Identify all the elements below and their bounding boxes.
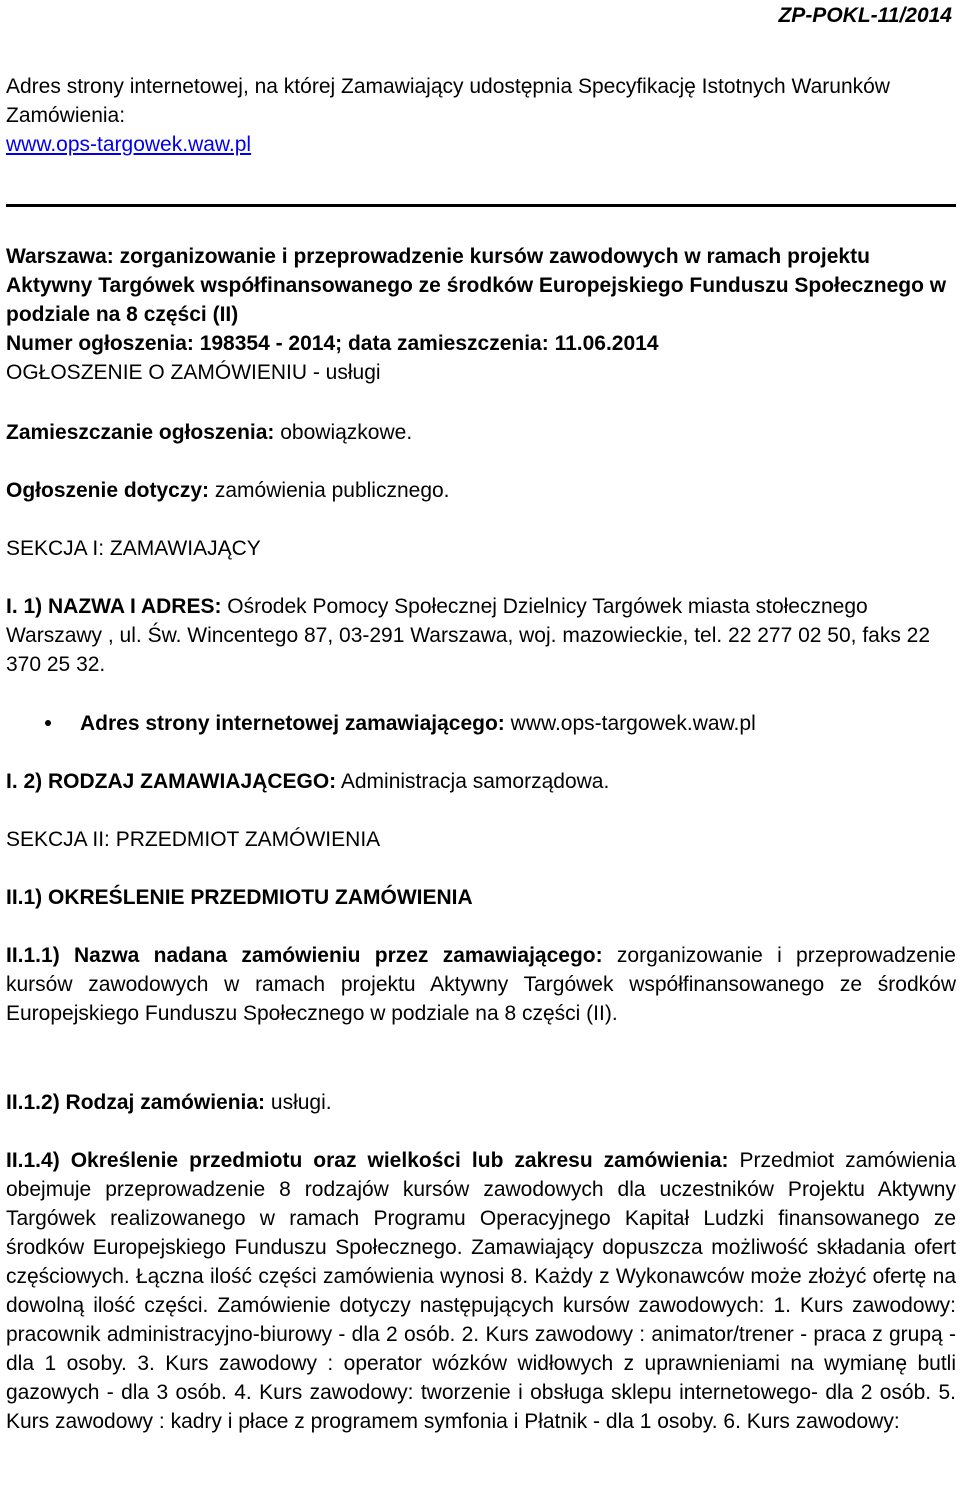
- bullet-icon: [45, 720, 51, 726]
- notice-number: Numer ogłoszenia: 198354 - 2014; data zamieszczenia: 11.06.2014: [6, 332, 659, 355]
- section1-heading: SEKCJA I: ZAMAWIAJĄCY: [6, 537, 261, 560]
- website-label: Adres strony internetowej zamawiającego:: [80, 712, 505, 735]
- intro-link[interactable]: www.ops-targowek.waw.pl: [6, 133, 252, 156]
- name-address-label: I. 1) NAZWA I ADRES:: [6, 595, 222, 618]
- intro-block: [6, 72, 956, 159]
- contracting-type-label: I. 2) RODZAJ ZAMAWIAJĄCEGO:: [6, 770, 337, 793]
- contracting-type-row: [6, 767, 956, 796]
- horizontal-rule: [6, 204, 956, 207]
- order-kind-value: usługi.: [265, 1091, 332, 1114]
- section1-name-address: [6, 592, 956, 679]
- website-row: [80, 709, 756, 738]
- section2-subheading: II.1) OKREŚLENIE PRZEDMIOTU ZAMÓWIENIA: [6, 886, 473, 909]
- order-name-row: [6, 941, 956, 1028]
- notice-kind: OGŁOSZENIE O ZAMÓWIENIU - usługi: [6, 361, 381, 384]
- concerns-label: Ogłoszenie dotyczy:: [6, 479, 210, 502]
- contracting-type-value: Administracja samorządowa.: [336, 770, 610, 793]
- posting-value: obowiązkowe.: [274, 421, 413, 444]
- concerns-value: zamówienia publicznego.: [209, 479, 450, 502]
- website-value: www.ops-targowek.waw.pl: [504, 712, 756, 735]
- document-id: ZP-POKL-11/2014: [778, 4, 952, 27]
- notice-title-text: Warszawa: zorganizowanie i przeprowadzenie kursów zawodowych w ramach projektu Aktywny Targówek współfinansowanego ze środków Europejskiego Funduszu Społecznego w podziale na 8 części (II): [6, 245, 947, 326]
- concerns-row: [6, 476, 956, 505]
- order-name-label: II.1.1) Nazwa nadana zamówieniu przez zamawiającego:: [6, 944, 603, 967]
- section2-heading: SEKCJA II: PRZEDMIOT ZAMÓWIENIA: [6, 828, 381, 851]
- order-kind-label: II.1.2) Rodzaj zamówienia:: [6, 1091, 266, 1114]
- order-kind-row: [6, 1088, 956, 1117]
- notice-title: [6, 242, 956, 358]
- intro-text: Adres strony internetowej, na której Zamawiający udostępnia Specyfikację Istotnych Warunków Zamówienia:: [6, 75, 890, 127]
- posting-label: Zamieszczanie ogłoszenia:: [6, 421, 275, 444]
- order-name-value: zorganizowanie i przeprowadzenie kursów zawodowych w ramach projektu Aktywny Targówek współfinansowanego ze środków Europejskiego Funduszu Społecznego w podziale na 8 części (II).: [6, 944, 956, 1025]
- order-description-label: II.1.4) Określenie przedmiotu oraz wielkości lub zakresu zamówienia:: [6, 1149, 729, 1172]
- posting-row: [6, 418, 956, 447]
- name-address-value: Ośrodek Pomocy Społecznej Dzielnicy Targówek miasta stołecznego Warszawy , ul. Św. Wincentego 87, 03-291 Warszawa, woj. mazowieckie, tel. 22 277 02 50, faks 22 370 25 32.: [6, 595, 931, 676]
- order-description-value: Przedmiot zamówienia obejmuje przeprowadzenie 8 rodzajów kursów zawodowych dla uczestników Projektu Aktywny Targówek realizowanego w ramach Programu Operacyjnego Kapitał Ludzki finansowanego ze środków Europejskiego Funduszu Społecznego. Zamawiający dopuszcza możliwość składania ofert częściowych. Łączna ilość części zamówienia wynosi 8. Każdy z Wykonawców może złożyć ofertę na dowolną ilość części. Zamówienie dotyczy następujących kursów zawodowych: 1. Kurs zawodowy: pracownik administracyjno-biurowy - dla 2 osób. 2. Kurs zawodowy : animator/trener - praca z grupą - dla 1 osoby. 3. Kurs zawodowy : operator wózków widłowych z uprawnieniami na wymianę butli gazowych - dla 3 osób. 4. Kurs zawodowy: tworzenie i obsługa sklepu internetowego- dla 2 osób. 5. Kurs zawodowy : kadry i płace z programem symfonia i Płatnik - dla 1 osoby. 6. Kurs zawodowy:: [6, 1149, 956, 1433]
- order-description-row: [6, 1146, 956, 1436]
